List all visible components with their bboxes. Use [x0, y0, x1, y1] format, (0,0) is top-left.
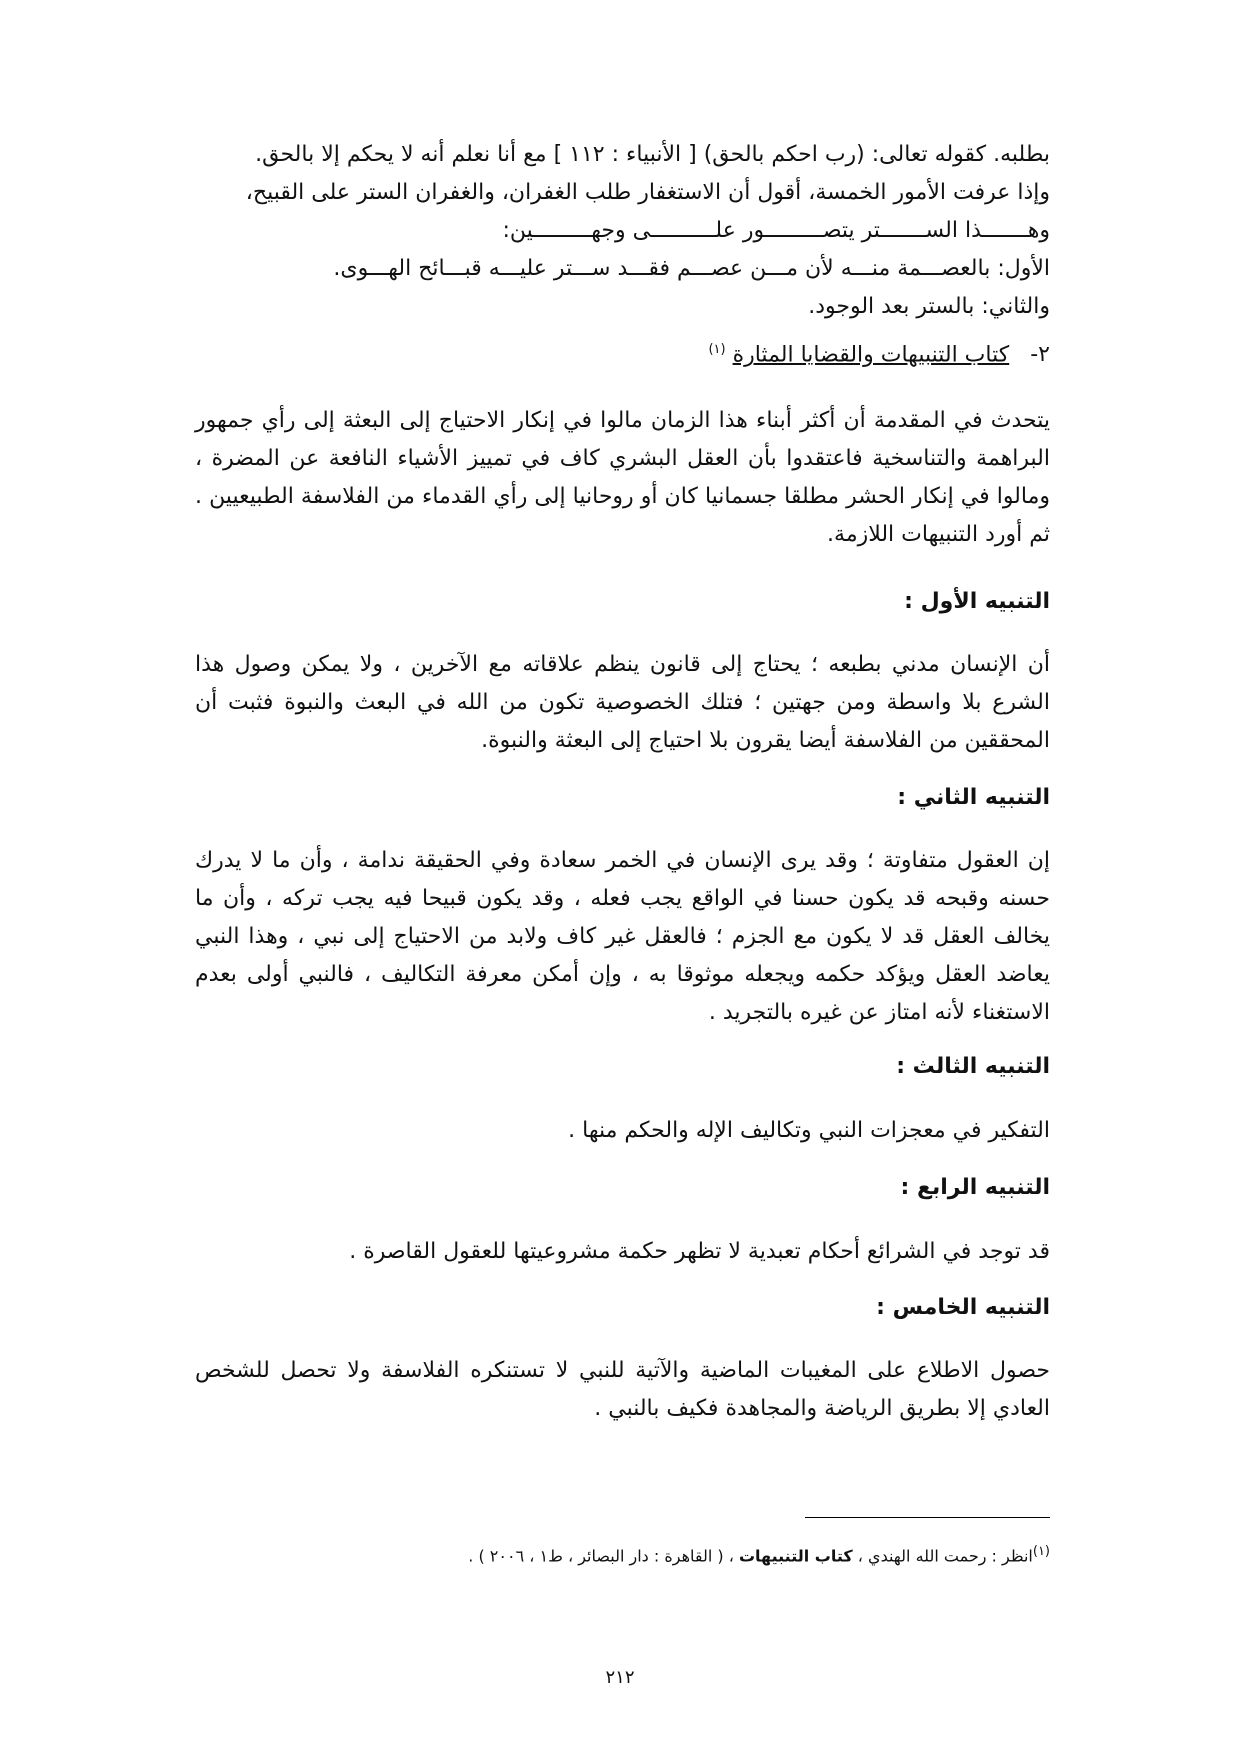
notice-2-body: إن العقول متفاوتة ؛ وقد يرى الإنسان في الخمر سعادة وفي الحقيقة ندامة ، وأن ما لا يدرك حسنه وقبحه قد يكون حسنا في الواقع يجب فعله ، وقد يكون قبيحا فيه يجب تركه ، وأن ما يخالف العقل قد لا يكون مع الجزم ؛ فالعقل غير كاف ولابد من الاحتياج إلى نبي ، وهذا النبي يعاضد العقل ويؤكد حكمه ويجعله موثوقا به ، وإن أمكن معرفة التكاليف ، فالنبي أولى بعدم الاستغناء لأنه امتاز عن غيره بالتجريد .	[195, 848, 1050, 1025]
intro-line-1: بطلبه. كقوله تعالى: (رب احكم بالحق) [ الأنبياء : ١١٢ ] مع أنا نعلم أنه لا يحكم إلا بالحق.	[255, 142, 1050, 167]
intro-line-4: الأول: بالعصـــمة منـــه لأن مـــن عصـــم فقـــد ســـتر عليـــه قبـــائح الهـــوى.	[333, 256, 1050, 281]
page-number: ٢١٢	[605, 1667, 635, 1688]
section-heading	[708, 342, 1050, 367]
intro-line-3: وهـــــــذا الســـــــتر يتصـــــــــور علــــــــــى وجهـــــــــين:	[502, 218, 1050, 243]
notice-4-body: قد توجد في الشرائع أحكام تعبدية لا تظهر حكمة مشروعيتها للعقول القاصرة .	[349, 1239, 1050, 1264]
footnote	[468, 1544, 1050, 1565]
intro-line-5: والثاني: بالستر بعد الوجود.	[808, 294, 1050, 319]
footnote-marker: (١)	[1032, 1544, 1050, 1559]
footnote-separator	[805, 1517, 1050, 1518]
summary-paragraph: يتحدث في المقدمة أن أكثر أبناء هذا الزمان مالوا في إنكار الاحتياج إلى البعثة إلى رأي جمهور البراهمة والتناسخية فاعتقدوا بأن العقل البشري كاف في تمييز الأشياء النافعة عن المضرة ، ومالوا في إنكار الحشر مطلقا جسمانيا كان أو روحانيا إلى رأي القدماء من الفلاسفة الطبيعيين . ثم أورد التنبيهات اللازمة.	[195, 408, 1050, 547]
notice-1-body: أن الإنسان مدني بطبعه ؛ يحتاج إلى قانون ينظم علاقاته مع الآخرين ، ولا يمكن وصول هذا الشرع بلا واسطة ومن جهتين ؛ فتلك الخصوصية تكون من الله في البعث والنبوة فثبت أن المحققين من الفلاسفة أيضا يقرون بلا احتياج إلى البعثة والنبوة.	[195, 652, 1050, 753]
notice-3-heading: التنبيه الثالث :	[896, 1054, 1050, 1079]
notice-3-body: التفكير في معجزات النبي وتكاليف الإله والحكم منها .	[568, 1118, 1050, 1143]
footnote-reference[interactable]: (١)	[708, 342, 726, 357]
notice-4-heading: التنبيه الرابع :	[900, 1175, 1050, 1200]
notice-1-heading: التنبيه الأول :	[904, 589, 1050, 614]
footnote-text-pre: انظر : رحمت الله الهندي ،	[852, 1546, 1033, 1566]
notice-2-heading: التنبيه الثاني :	[897, 785, 1050, 810]
section-title: كتاب التنبيهات والقضايا المثارة	[732, 342, 1010, 368]
notice-5-heading: التنبيه الخامس :	[876, 1295, 1050, 1320]
notice-5-body: حصول الاطلاع على المغيبات الماضية والآتية للنبي لا تستنكره الفلاسفة ولا تحصل للشخص العادي إلا بطريق الرياضة والمجاهدة فكيف بالنبي .	[195, 1358, 1050, 1421]
intro-line-2: وإذا عرفت الأمور الخمسة، أقول أن الاستغفار طلب الغفران، والغفران الستر على القبيح،	[245, 180, 1050, 205]
section-number: ٢-	[1030, 342, 1050, 368]
footnote-text-post: ، ( القاهرة : دار البصائر ، ط١ ، ٢٠٠٦ ) .	[468, 1546, 739, 1566]
footnote-book-title: كتاب التنبيهات	[738, 1546, 853, 1566]
